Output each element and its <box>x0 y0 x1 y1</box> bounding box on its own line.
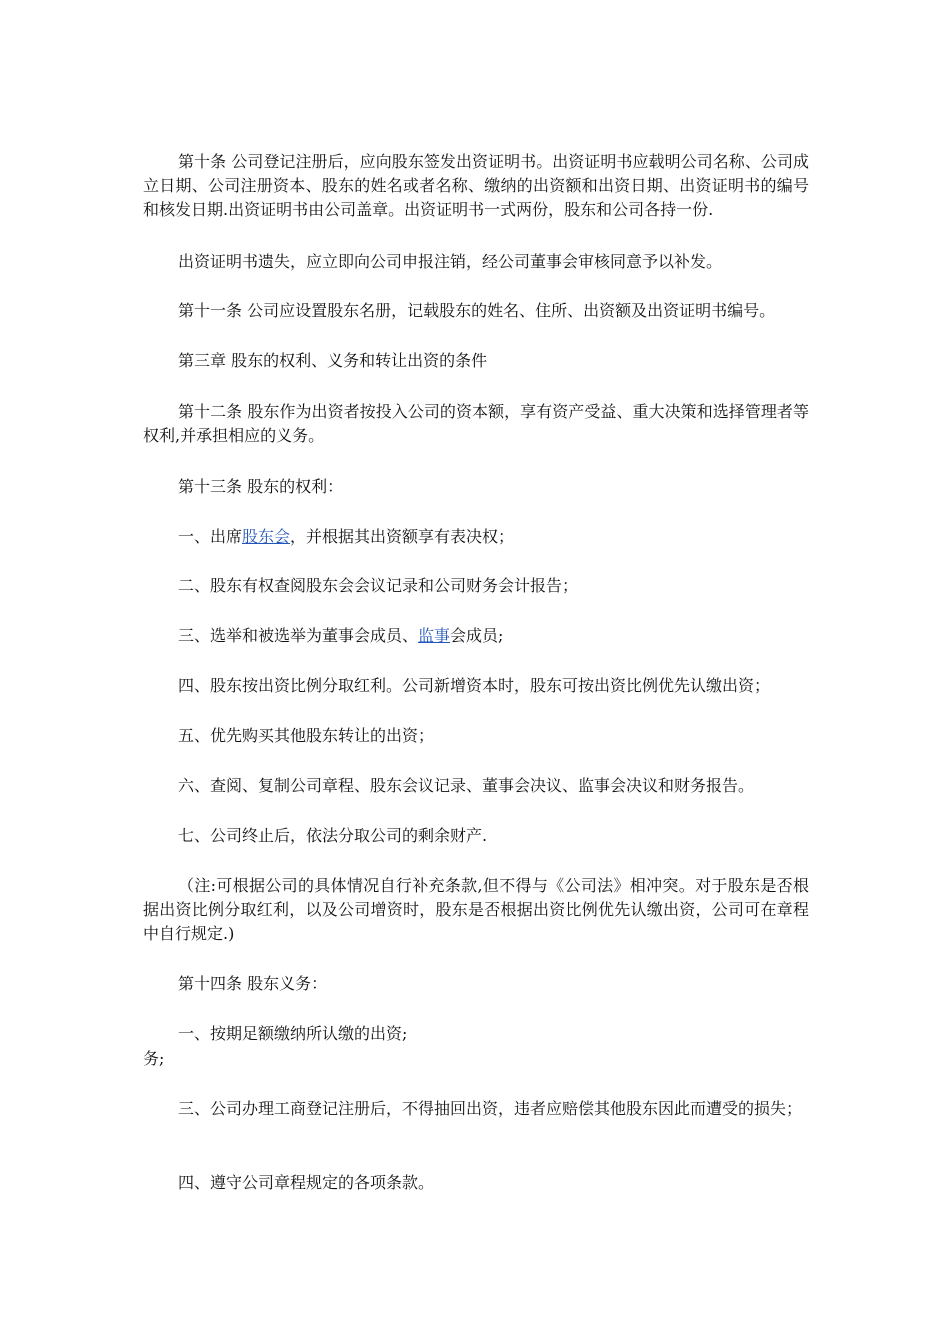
right-item-7: 七、公司终止后，依法分取公司的剩余财产. <box>178 826 488 845</box>
article-14-heading: 第十四条 股东义务： <box>178 974 328 993</box>
lost-certificate-paragraph: 出资证明书遗失，应立即向公司申报注销，经公司董事会审核同意予以补发。 <box>178 252 723 271</box>
right-item-6: 六、查阅、复制公司章程、股东会议记录、董事会决议、监事会决议和财务报告。 <box>178 776 755 795</box>
right-item-1-text-before: 一、出席 <box>178 527 243 546</box>
right-item-1-text-after: ，并根据其出资额享有表决权； <box>290 527 515 546</box>
duty-item-2-fragment: 务; <box>143 1049 165 1068</box>
duty-item-4: 四、遵守公司章程规定的各项条款。 <box>178 1173 435 1192</box>
article-13-heading: 第十三条 股东的权利： <box>178 477 344 496</box>
article-12-paragraph: 第十二条 股东作为出资者按投入公司的资本额，享有资产受益、重大决策和选择管理者等权利,并承担相应的义务。 <box>143 402 809 445</box>
right-item-3-text-after: 会成员; <box>450 626 504 645</box>
article-10-paragraph: 第十条 公司登记注册后，应向股东签发出资证明书。出资证明书应载明公司名称、公司成立日期、公司注册资本、股东的姓名或者名称、缴纳的出资额和出资日期、出资证明书的编号和核发日期.出资证明书由公司盖章。出资证明书一式两份，股东和公司各持一份. <box>143 152 809 219</box>
duty-item-1: 一、按期足额缴纳所认缴的出资; <box>178 1024 408 1043</box>
right-item-3-text-before: 三、选举和被选举为董事会成员、 <box>178 626 419 645</box>
duty-item-3: 三、公司办理工商登记注册后，不得抽回出资，违者应赔偿其他股东因此而遭受的损失； <box>178 1099 803 1118</box>
note-paragraph: （注:可根据公司的具体情况自行补充条款,但不得与《公司法》相冲突。对于股东是否根据出资比例分取红利，以及公司增资时，股东是否根据出资比例优先认缴出资，公司可在章程中自行规定.) <box>143 876 809 943</box>
right-item-2: 二、股东有权查阅股东会会议记录和公司财务会计报告； <box>178 576 579 595</box>
right-item-4: 四、股东按出资比例分取红利。公司新增资本时，股东可按出资比例优先认缴出资； <box>178 676 771 695</box>
article-11-paragraph: 第十一条 公司应设置股东名册，记载股东的姓名、住所、出资额及出资证明书编号。 <box>178 301 776 320</box>
supervisor-link[interactable]: 监事 <box>418 626 451 645</box>
chapter-3-heading: 第三章 股东的权利、义务和转让出资的条件 <box>178 351 488 370</box>
right-item-5: 五、优先购买其他股东转让的出资； <box>178 726 435 745</box>
right-item-1 <box>143 525 809 549</box>
right-item-3 <box>143 624 809 648</box>
shareholders-meeting-link[interactable]: 股东会 <box>242 527 291 546</box>
